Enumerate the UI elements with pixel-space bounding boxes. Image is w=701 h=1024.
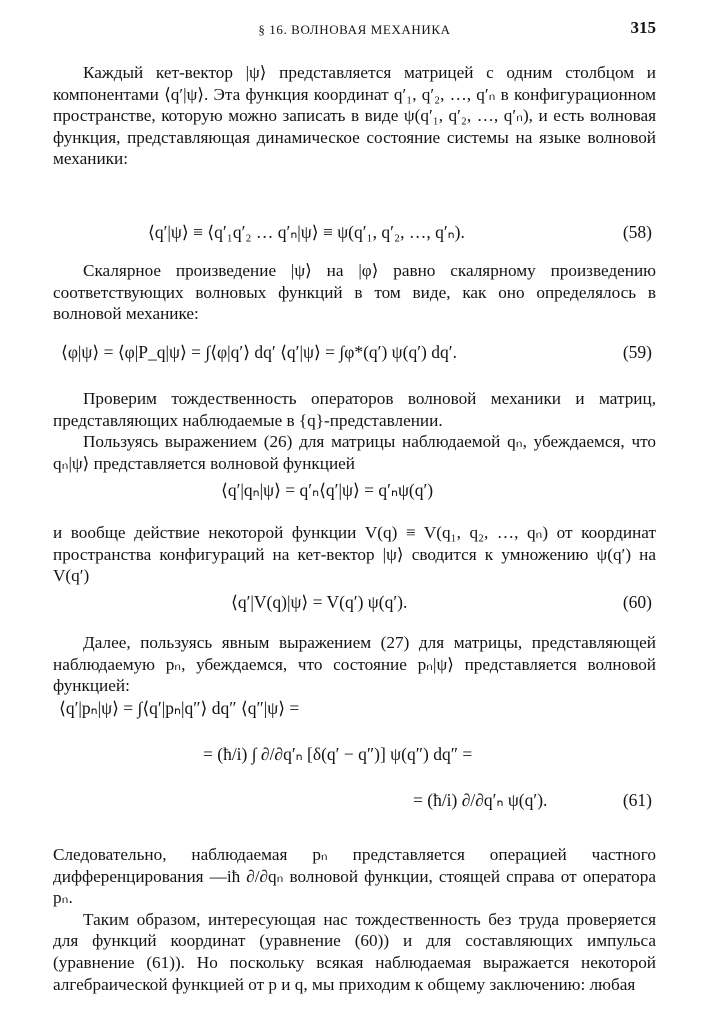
equation-61-line-2: = (ħ/i) ∫ ∂/∂q′ₙ [δ(q′ − q″)] ψ(q″) dq″ = (203, 744, 473, 764)
equation-formula: ⟨φ|ψ⟩ = ⟨φ|P_q|ψ⟩ = ∫⟨φ|q′⟩ dq′ ⟨q′|ψ⟩ = ∫φ*(q′) ψ(q′) dq′. (61, 342, 457, 362)
equation-number: (61) (622, 790, 652, 810)
equation-formula: ⟨q′|V(q)|ψ⟩ = V(q′) ψ(q′). (231, 592, 408, 612)
paragraph-5 (53, 522, 656, 587)
equation-formula: ⟨q′|qₙ|ψ⟩ = q′ₙ⟨q′|ψ⟩ = q′ₙψ(q′) (221, 480, 434, 500)
equation-number: (58) (622, 222, 652, 242)
equation-number: (60) (622, 592, 652, 612)
paragraph-text: Проверим тождественность операторов волновой механики и матриц, представляющих наблюдаемые в {q}-представлении. (53, 389, 656, 430)
paragraph-text: Каждый кет-вектор |ψ⟩ представляется матрицей с одним столбцом и компонентами ⟨q′|ψ⟩. Эта функция координат q′₁, q′₂, …, q′ₙ в конфигурационном пространстве, которую можно записать в виде ψ(q′₁, q′₂, …, q′ₙ), и есть волновая функция, представляющая динамическое состояние системы на языке волновой механики: (53, 63, 656, 169)
paragraph-6 (53, 632, 656, 697)
paragraph-text: Пользуясь выражением (26) для матрицы наблюдаемой qₙ, убеждаемся, что qₙ|ψ⟩ представляется волновой функцией (53, 432, 656, 473)
equation-formula: ⟨q′|ψ⟩ ≡ ⟨q′₁q′₂ … q′ₙ|ψ⟩ ≡ ψ(q′₁, q′₂, …, q′ₙ). (148, 222, 465, 242)
equation-60 (53, 588, 656, 618)
paragraph-3 (53, 388, 656, 474)
equation-58 (53, 218, 656, 248)
paragraph-text: Следовательно, наблюдаемая pₙ представляется операцией частного дифференцирования —iħ ∂/∂qₙ волновой функции, стоящей справа от оператора pₙ. (53, 845, 656, 908)
book-page (53, 18, 656, 1018)
paragraph-text: и вообще действие некоторой функции V(q) ≡ V(q₁, q₂, …, qₙ) от координат пространства конфигураций на кет-вектор |ψ⟩ сводится к умножению ψ(q′) на V(q′) (53, 523, 656, 586)
running-head: § 16. ВОЛНОВАЯ МЕХАНИКА (258, 22, 451, 37)
paragraph-7 (53, 844, 656, 995)
paragraph-text: Скалярное произведение |ψ⟩ на |φ⟩ равно скалярному произведению соответствующих волновых функций в том виде, как оно определялось в волновой механике: (53, 261, 656, 324)
paragraph-text: Таким образом, интересующая нас тождественность без труда проверяется для функций координат (уравнение (60)) и для составляющих импульса (уравнение (61)). Но поскольку всякая наблюдаемая выражается некоторой алгебраической функцией от p и q, мы приходим к общему заключению: любая (53, 909, 656, 994)
page-header (53, 18, 656, 44)
page-number: 315 (630, 18, 656, 37)
equation-qn (53, 476, 656, 506)
paragraph-text: Далее, пользуясь явным выражением (27) для матрицы, представляющей наблюдаемую pₙ, убеждаемся, что состояние pₙ|ψ⟩ представляется волновой функцией: (53, 633, 656, 696)
equation-61-line-3: = (ħ/i) ∂/∂q′ₙ ψ(q′). (413, 790, 548, 810)
paragraph-2 (53, 260, 656, 325)
paragraph-1 (53, 62, 656, 170)
equation-61-line-1: ⟨q′|pₙ|ψ⟩ = ∫⟨q′|pₙ|q″⟩ dq″ ⟨q″|ψ⟩ = (59, 698, 300, 718)
equation-number: (59) (622, 342, 652, 362)
equation-59 (53, 338, 656, 368)
